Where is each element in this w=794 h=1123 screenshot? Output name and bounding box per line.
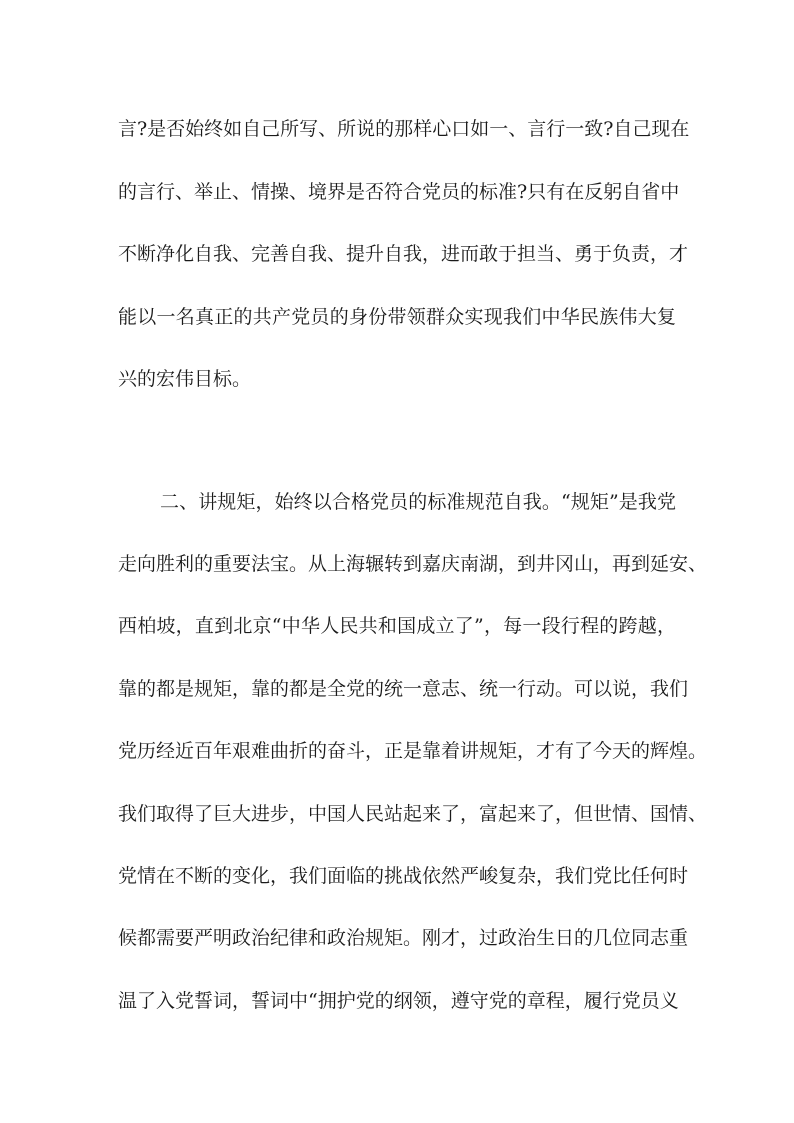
paragraph-line: 的言行、举止、情操、境界是否符合党员的标准?只有在反躬自省中 [118, 181, 680, 203]
paragraph-line: 温了入党誓词，誓词中“拥护党的纲领，遵守党的章程，履行党员义 [118, 990, 679, 1012]
paragraph-line: 走向胜利的重要法宝。从上海辗转到嘉庆南湖，到井冈山，再到延安、 [118, 553, 708, 575]
paragraph-line: 候都需要严明政治纪律和政治规矩。刚才，过政治生日的几位同志重 [118, 927, 689, 949]
paragraph-line: 西柏坡，直到北京“中华人民共和国成立了”，每一段行程的跨越， [118, 615, 676, 637]
paragraph-line: 靠的都是规矩，靠的都是全党的统一意志、统一行动。可以说，我们 [118, 678, 689, 700]
paragraph-line: 能以一名真正的共产党员的身份带领群众实现我们中华民族伟大复 [118, 306, 676, 328]
paragraph-line: 党历经近百年艰难曲折的奋斗，正是靠着讲规矩，才有了今天的辉煌。 [118, 740, 708, 762]
paragraph-line: 言?是否始终如自己所写、所说的那样心口如一、言行一致?自己现在 [118, 118, 690, 140]
paragraph-line: 我们取得了巨大进步，中国人民站起来了，富起来了，但世情、国情、 [118, 803, 708, 825]
paragraph-line: 党情在不断的变化，我们面临的挑战依然严峻复杂，我们党比任何时 [118, 865, 689, 887]
section-heading-line: 二、讲规矩，始终以合格党员的标准规范自我。“规矩”是我党 [160, 491, 676, 513]
paragraph-line: 不断净化自我、完善自我、提升自我，进而敢于担当、勇于负责，才 [118, 243, 689, 265]
paragraph-line: 兴的宏伟目标。 [118, 368, 252, 390]
